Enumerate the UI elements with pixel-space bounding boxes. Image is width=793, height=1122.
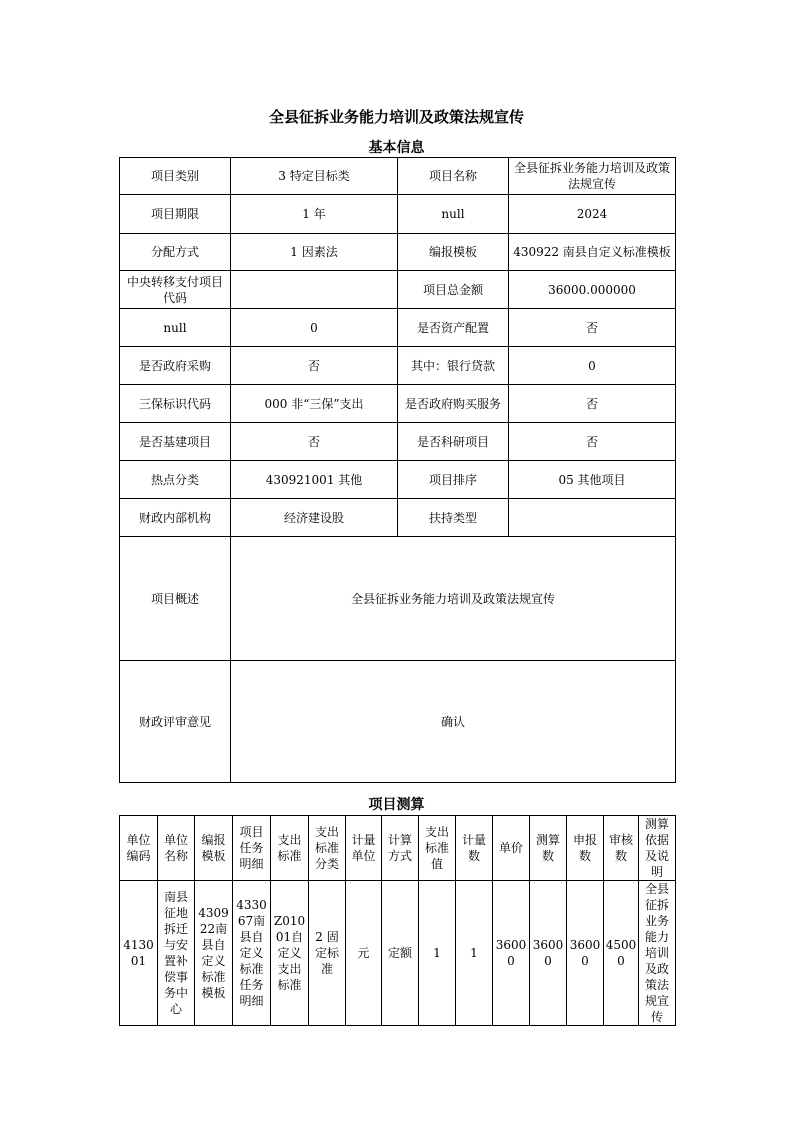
- label-cell: 是否政府购买服务: [398, 385, 509, 423]
- value-cell: 430921001 其他: [231, 461, 398, 499]
- value-cell: 否: [231, 347, 398, 385]
- table-row: [120, 347, 676, 385]
- estimated-amount-cell: 36000: [530, 881, 567, 1026]
- value-cell: 2024: [509, 195, 676, 234]
- label-cell: 中央转移支付项目代码: [120, 271, 231, 309]
- table-row: [120, 234, 676, 271]
- table-row: [120, 537, 676, 661]
- task-detail-cell: 433067南县自定义标准任务明细: [233, 881, 271, 1026]
- value-cell: 否: [509, 309, 676, 347]
- basic-info-heading: 基本信息: [368, 140, 425, 156]
- standard-category-cell: 2 固定标准: [309, 881, 346, 1026]
- value-cell: 05 其他项目: [509, 461, 676, 499]
- expense-standard-cell: Z01001自定义支出标准: [271, 881, 309, 1026]
- label-cell: 财政内部机构: [120, 499, 231, 537]
- declared-amount-cell: 36000: [567, 881, 604, 1026]
- measure-unit-cell: 元: [346, 881, 382, 1026]
- label-cell: 是否基建项目: [120, 423, 231, 461]
- label-cell: 热点分类: [120, 461, 231, 499]
- review-opinion-cell: 确认: [231, 661, 676, 783]
- value-cell: 000 非“三保”支出: [231, 385, 398, 423]
- template-cell: 430922南县自定义标准模板: [195, 881, 233, 1026]
- column-header: 支出标准: [271, 816, 309, 881]
- value-cell: 1 因素法: [231, 234, 398, 271]
- value-cell: 全县征拆业务能力培训及政策法规宣传: [509, 158, 676, 195]
- label-cell: 项目概述: [120, 537, 231, 661]
- column-header: 单位编码: [120, 816, 158, 881]
- value-cell: 36000.000000: [509, 271, 676, 309]
- value-cell: 否: [509, 385, 676, 423]
- label-cell: 项目总金额: [398, 271, 509, 309]
- label-cell: 扶持类型: [398, 499, 509, 537]
- column-header: 单价: [493, 816, 530, 881]
- label-cell: 财政评审意见: [120, 661, 231, 783]
- table-header-row: [120, 816, 676, 881]
- value-cell: 3 特定目标类: [231, 158, 398, 195]
- column-header: 测算数: [530, 816, 567, 881]
- table-row: [120, 661, 676, 783]
- column-header: 项目任务明细: [233, 816, 271, 881]
- column-header: 支出标准分类: [309, 816, 346, 881]
- label-cell: 是否政府采购: [120, 347, 231, 385]
- column-header: 测算依据及说明: [639, 816, 676, 881]
- label-cell: 编报模板: [398, 234, 509, 271]
- table-row: [120, 309, 676, 347]
- label-cell: 是否资产配置: [398, 309, 509, 347]
- label-cell: 项目类别: [120, 158, 231, 195]
- column-header: 申报数: [567, 816, 604, 881]
- audited-amount-cell: 45000: [604, 881, 639, 1026]
- basic-info-table: [119, 157, 676, 783]
- table-row: [120, 158, 676, 195]
- unit-code-cell: 413001: [120, 881, 158, 1026]
- quantity-cell: 1: [456, 881, 493, 1026]
- table-row: [120, 461, 676, 499]
- value-cell: 0: [231, 309, 398, 347]
- estimate-table: [119, 815, 676, 1026]
- column-header: 编报模板: [195, 816, 233, 881]
- label-cell: 分配方式: [120, 234, 231, 271]
- estimate-heading: 项目测算: [368, 797, 425, 813]
- column-header: 计量数: [456, 816, 493, 881]
- value-cell: 430922 南县自定义标准模板: [509, 234, 676, 271]
- value-cell: 0: [509, 347, 676, 385]
- label-cell: 项目期限: [120, 195, 231, 234]
- standard-value-cell: 1: [419, 881, 456, 1026]
- basis-description-cell: 全县征拆业务能力培训及政策法规宣传: [639, 881, 676, 1026]
- label-cell: 三保标识代码: [120, 385, 231, 423]
- unit-name-cell: 南县征地拆迁与安置补偿事务中心: [158, 881, 195, 1026]
- column-header: 计算方式: [382, 816, 419, 881]
- table-row: [120, 385, 676, 423]
- label-cell: 项目排序: [398, 461, 509, 499]
- value-cell: 否: [509, 423, 676, 461]
- value-cell: 经济建设股: [231, 499, 398, 537]
- unit-price-cell: 36000: [493, 881, 530, 1026]
- value-cell: [231, 271, 398, 309]
- column-header: 审核数: [604, 816, 639, 881]
- value-cell: 否: [231, 423, 398, 461]
- value-cell: [509, 499, 676, 537]
- label-cell: null: [398, 195, 509, 234]
- label-cell: 其中：银行贷款: [398, 347, 509, 385]
- column-header: 单位名称: [158, 816, 195, 881]
- value-cell: 1 年: [231, 195, 398, 234]
- table-row: [120, 423, 676, 461]
- label-cell: null: [120, 309, 231, 347]
- table-row: [120, 499, 676, 537]
- calc-method-cell: 定额: [382, 881, 419, 1026]
- table-row: [120, 881, 676, 1026]
- label-cell: 项目名称: [398, 158, 509, 195]
- project-overview-cell: 全县征拆业务能力培训及政策法规宣传: [231, 537, 676, 661]
- column-header: 支出标准值: [419, 816, 456, 881]
- label-cell: 是否科研项目: [398, 423, 509, 461]
- table-row: [120, 195, 676, 234]
- document-title: 全县征拆业务能力培训及政策法规宣传: [268, 108, 524, 126]
- table-row: [120, 271, 676, 309]
- column-header: 计量单位: [346, 816, 382, 881]
